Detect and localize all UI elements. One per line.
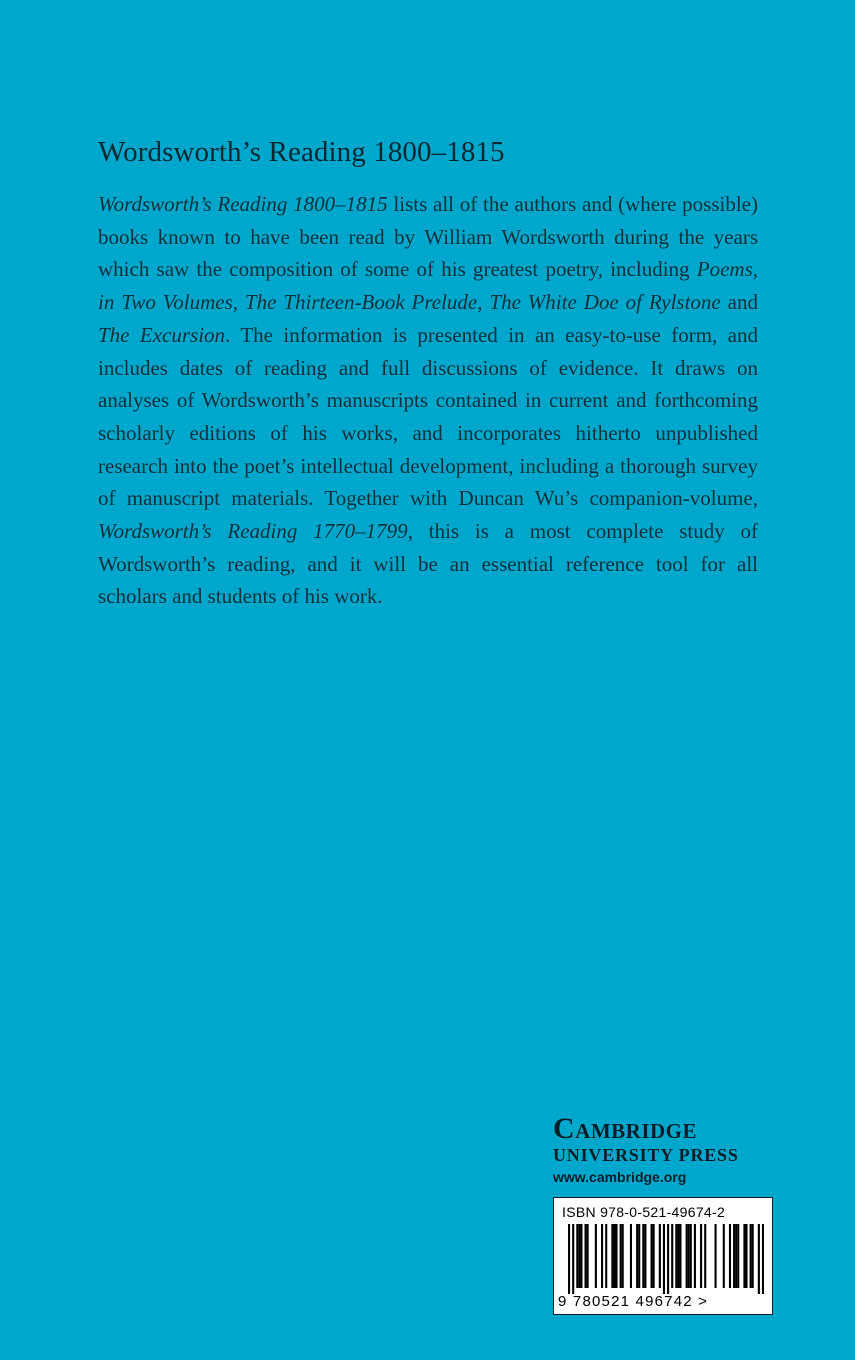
barcode-bar bbox=[653, 1224, 655, 1288]
barcode-bar bbox=[636, 1224, 638, 1288]
barcode-bar bbox=[679, 1224, 681, 1288]
barcode-bar bbox=[675, 1224, 677, 1288]
barcode-bar bbox=[743, 1224, 745, 1288]
barcode-bar bbox=[714, 1224, 716, 1288]
barcode-bar bbox=[576, 1224, 578, 1288]
barcode-bar bbox=[568, 1224, 570, 1294]
barcode-bar bbox=[686, 1224, 688, 1288]
barcode-bar bbox=[630, 1224, 632, 1288]
barcode-bar bbox=[663, 1224, 665, 1294]
barcode-bar bbox=[580, 1224, 582, 1288]
book-description bbox=[98, 188, 758, 613]
publisher-subtitle: UNIVERSITY PRESS bbox=[553, 1145, 739, 1165]
barcode-bar bbox=[737, 1224, 739, 1288]
barcode-bar bbox=[745, 1224, 747, 1288]
description-segment: and bbox=[720, 290, 758, 315]
description-segment: Wordsworth’s Reading 1770–1799 bbox=[98, 519, 408, 544]
barcode-bar bbox=[752, 1224, 754, 1288]
barcode-bar bbox=[659, 1224, 661, 1288]
barcode-bar bbox=[620, 1224, 622, 1288]
barcode-bar bbox=[605, 1224, 607, 1288]
isbn-label: ISBN 978-0-521-49674-2 bbox=[562, 1204, 726, 1220]
barcode-bar bbox=[735, 1224, 737, 1288]
barcode-bar bbox=[671, 1224, 673, 1288]
publisher-logo bbox=[553, 1113, 775, 1186]
description-segment: lists all of the authors and (where possible) books known to have been read by William Wordsworth during the years which saw the composition of some of his greatest poetry, including bbox=[98, 192, 758, 282]
barcode-bar bbox=[622, 1224, 624, 1288]
barcode-bar bbox=[601, 1224, 603, 1288]
barcode-bar bbox=[750, 1224, 752, 1288]
barcode-bar bbox=[613, 1224, 615, 1288]
barcode-bar bbox=[642, 1224, 644, 1288]
description-segment: . The information is presented in an easy-to-use form, and includes dates of reading and full discussions of evidence. It draws on analyses of Wordsworth’s manuscripts contained in current and forthcoming scholarly editions of his works, and incorporates hitherto unpublished research into the poet’s intellectual development, including a thorough survey of manuscript materials. Together with Duncan Wu’s companion-volume, bbox=[98, 322, 758, 511]
barcode-bar bbox=[615, 1224, 617, 1288]
barcode-bar bbox=[729, 1224, 731, 1288]
barcode-bar bbox=[638, 1224, 640, 1288]
description-segment: Wordsworth’s Reading 1800–1815 bbox=[98, 192, 388, 216]
barcode-bar bbox=[677, 1224, 679, 1288]
description-segment: Poems, in Two Volumes, The Thirteen-Book Prelude, The White Doe of Rylstone bbox=[98, 257, 758, 315]
description-segment: , this is a most complete study of Wordsworth’s reading, and it will be an essential reference tool for all scholars and students of his work. bbox=[98, 519, 758, 609]
barcode-bar bbox=[644, 1224, 646, 1288]
barcode-bar bbox=[704, 1224, 706, 1288]
isbn-barcode bbox=[553, 1197, 773, 1315]
book-title: Wordsworth’s Reading 1800–1815 bbox=[98, 136, 505, 168]
barcode-bar bbox=[700, 1224, 702, 1288]
barcode-bar bbox=[578, 1224, 580, 1288]
barcode-bar bbox=[585, 1224, 587, 1288]
publisher-name: Cambridge bbox=[553, 1112, 698, 1145]
barcode-bar bbox=[762, 1224, 764, 1294]
barcode-bar bbox=[587, 1224, 589, 1288]
barcode-bar bbox=[723, 1224, 725, 1288]
barcode-bar bbox=[758, 1224, 760, 1294]
barcode-digits: 9 780521 496742 > bbox=[558, 1293, 709, 1310]
barcode-bar bbox=[688, 1224, 690, 1288]
barcode-bar bbox=[690, 1224, 692, 1288]
description-segment: The Excursion bbox=[98, 322, 226, 347]
barcode-bars bbox=[568, 1224, 764, 1294]
barcode-bar bbox=[667, 1224, 669, 1294]
barcode-bar bbox=[651, 1224, 653, 1288]
barcode-bar bbox=[611, 1224, 613, 1288]
barcode-bar bbox=[595, 1224, 597, 1288]
barcode-bar bbox=[572, 1224, 574, 1294]
publisher-url: www.cambridge.org bbox=[553, 1169, 687, 1185]
barcode-bar bbox=[733, 1224, 735, 1288]
barcode-bar bbox=[694, 1224, 696, 1288]
